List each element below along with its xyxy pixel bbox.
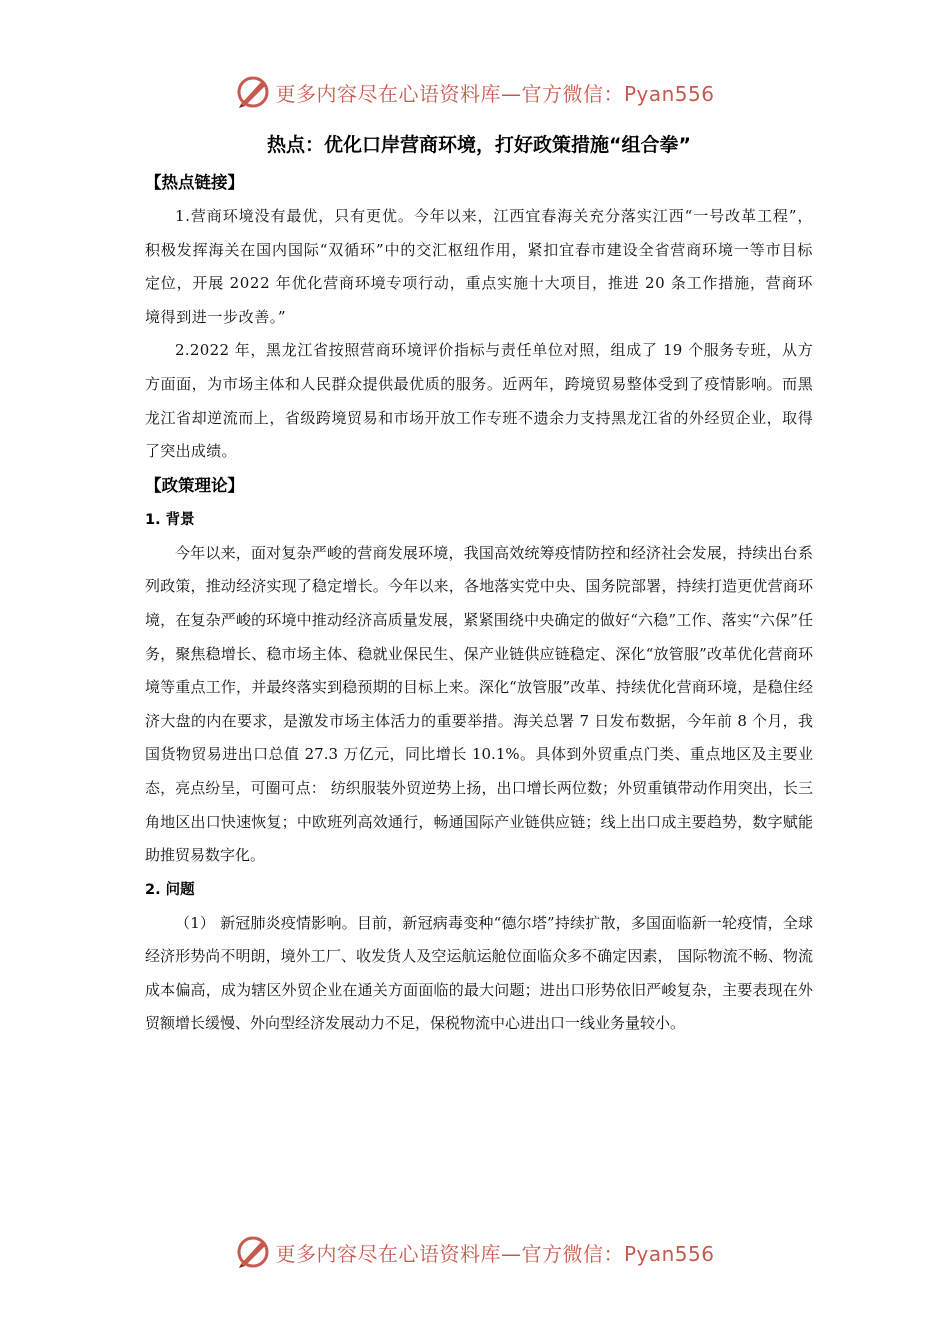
subheading-problems: 2. 问题: [145, 881, 195, 898]
pen-logo-icon: [235, 74, 271, 110]
hot-link-paragraph-1: 1.营商环境没有最优，只有更优。今年以来，江西宜春海关充分落实江西“一号改革工程”，积极发挥海关在国内国际“双循环”中的交汇枢纽作用，紧扣宜春市建设全省营商环境一等市目标定位，开展 2022 年优化营商环境专项行动，重点实施十大项目，推进 20 条工作措施，营商环境得到进一步改善。”: [145, 207, 813, 326]
header-banner: [0, 72, 950, 112]
document-body: [145, 128, 813, 1041]
problems-paragraph: （1） 新冠肺炎疫情影响。目前，新冠病毒变种“德尔塔”持续扩散，多国面临新一轮疫情，全球经济形势尚不明朗，境外工厂、收发货人及空运航运舱位面临众多不确定因素， 国际物流不畅、物流成本偏高，成为辖区外贸企业在通关方面面临的最大问题；进出口形势依旧严峻复杂，主要表现在外贸额增长缓慢、外向型经济发展动力不足，保税物流中心进出口一线业务量较小。: [145, 913, 813, 1033]
hot-link-paragraph-2: 2.2022 年，黑龙江省按照营商环境评价指标与责任单位对照，组成了 19 个服务专班，从方方面面，为市场主体和人民群众提供最优质的服务。近两年，跨境贸易整体受到了疫情影响。而黑龙江省却逆流而上，省级跨境贸易和市场开放工作专班不遗余力支持黑龙江省的外经贸企业，取得了突出成绩。: [145, 341, 813, 461]
page-title: 热点：优化口岸营商环境，打好政策措施“组合拳”: [267, 134, 691, 156]
banner-text: 更多内容尽在心语资料库—官方微信：Pyan556: [275, 1241, 715, 1266]
banner-text: 更多内容尽在心语资料库—官方微信：Pyan556: [275, 81, 715, 106]
section-heading-policy-theory: 【政策理论】: [145, 475, 244, 495]
footer-banner: [0, 1232, 950, 1272]
section-heading-hot-links: 【热点链接】: [145, 173, 244, 192]
pen-logo-icon: [235, 1234, 271, 1270]
subheading-background: 1. 背景: [145, 511, 195, 528]
background-paragraph: 今年以来，面对复杂严峻的营商发展环境，我国高效统筹疫情防控和经济社会发展，持续出台系列政策，推动经济实现了稳定增长。今年以来，各地落实党中央、国务院部署，持续打造更优营商环境，在复杂严峻的环境中推动经济高质量发展，紧紧围绕中央确定的做好“六稳”工作、落实“六保”任务，聚焦稳增长、稳市场主体、稳就业保民生、保产业链供应链稳定、深化“放管服”改革优化营商环境等重点工作，并最终落实到稳预期的目标上来。深化“放管服”改革、持续优化营商环境，是稳住经济大盘的内在要求，是激发市场主体活力的重要举措。海关总署 7 日发布数据，今年前 8 个月，我国货物贸易进出口总值 27.3 万亿元，同比增长 10.1%。具体到外贸重点门类、重点地区及主要业态，亮点纷呈，可圈可点： 纺织服装外贸逆势上扬，出口增长两位数；外贸重镇带动作用突出，长三角地区出口快速恢复；中欧班列高效通行，畅通国际产业链供应链；线上出口成主要趋势，数字赋能助推贸易数字化。: [145, 543, 813, 865]
